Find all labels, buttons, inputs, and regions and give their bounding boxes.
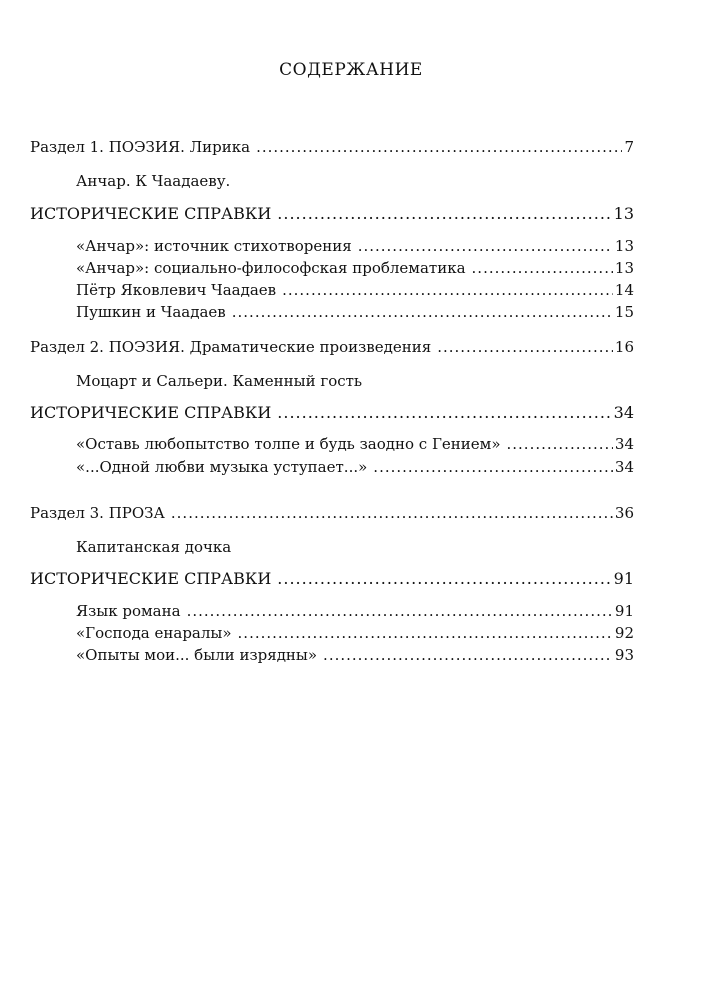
toc-entry-note — [76, 645, 634, 665]
toc-entry-notes-1 — [30, 204, 634, 224]
toc-entry-note — [76, 258, 634, 278]
toc-entry-note — [76, 457, 634, 477]
toc-entry-page: 13 — [614, 259, 634, 277]
toc-entry-notes-3 — [30, 569, 634, 589]
toc-entry-label: «Опыты мои... были изрядны» — [76, 646, 318, 664]
dot-leader — [187, 601, 613, 621]
toc-entry-page: 92 — [614, 624, 634, 642]
section-3-works: Капитанская дочка — [76, 538, 232, 556]
toc-entry-page: 93 — [614, 646, 634, 664]
toc-entry-label: Язык романа — [76, 602, 181, 620]
toc-entry-label: Раздел 1. ПОЭЗИЯ. Лирика — [30, 138, 251, 156]
dot-leader — [358, 236, 613, 256]
toc-entry-note — [76, 302, 634, 322]
dot-leader — [472, 258, 613, 278]
toc-entry-label: ИСТОРИЧЕСКИЕ СПРАВКИ — [30, 204, 272, 223]
toc-entry-note — [76, 280, 634, 300]
dot-leader — [277, 569, 611, 589]
dot-leader — [507, 434, 613, 454]
toc-entry-label: ИСТОРИЧЕСКИЕ СПРАВКИ — [30, 403, 272, 422]
dot-leader — [238, 623, 613, 643]
toc-entry-page: 15 — [614, 303, 634, 321]
toc-entry-notes-2 — [30, 403, 634, 423]
toc-entry-note — [76, 601, 634, 621]
dot-leader — [437, 337, 613, 357]
toc-entry-page: 13 — [613, 204, 634, 223]
toc-entry-label: «Анчар»: социально-философская проблематика — [76, 259, 466, 277]
toc-entry-note — [76, 236, 634, 256]
toc-entry-page: 34 — [614, 435, 634, 453]
toc-entry-page: 16 — [614, 338, 634, 356]
toc-entry-section-1 — [30, 137, 634, 157]
dot-leader — [373, 457, 613, 477]
toc-entry-label: Раздел 3. ПРОЗА — [30, 504, 165, 522]
dot-leader — [277, 204, 611, 224]
dot-leader — [256, 137, 622, 157]
toc-entry-label: ИСТОРИЧЕСКИЕ СПРАВКИ — [30, 569, 272, 588]
toc-entry-label: Раздел 2. ПОЭЗИЯ. Драматические произведения — [30, 338, 432, 356]
toc-entry-label: «...Одной любви музыка уступает...» — [76, 458, 368, 476]
section-2-works: Моцарт и Сальери. Каменный гость — [76, 372, 363, 390]
toc-entry-page: 13 — [614, 237, 634, 255]
toc-entry-label: «Оставь любопытство толпе и будь заодно с Гением» — [76, 435, 501, 453]
toc-entry-label: Пушкин и Чаадаев — [76, 303, 226, 321]
toc-entry-page: 14 — [614, 281, 634, 299]
toc-entry-note — [76, 623, 634, 643]
dot-leader — [277, 403, 611, 423]
dot-leader — [323, 645, 613, 665]
dot-leader — [171, 503, 613, 523]
toc-entry-page: 7 — [624, 138, 634, 156]
toc-entry-note — [76, 434, 634, 454]
toc-entry-label: Пётр Яковлевич Чаадаев — [76, 281, 277, 299]
toc-entry-section-2 — [30, 337, 634, 357]
section-1-works: Анчар. К Чаадаеву. — [76, 172, 231, 190]
page-title: СОДЕРЖАНИЕ — [279, 60, 423, 80]
toc-entry-page: 34 — [613, 403, 634, 422]
toc-entry-label: «Господа енаралы» — [76, 624, 232, 642]
dot-leader — [232, 302, 613, 322]
toc-entry-section-3 — [30, 503, 634, 523]
dot-leader — [282, 280, 613, 300]
toc-entry-label: «Анчар»: источник стихотворения — [76, 237, 352, 255]
toc-entry-page: 91 — [613, 569, 634, 588]
toc-entry-page: 34 — [614, 458, 634, 476]
toc-entry-page: 91 — [614, 602, 634, 620]
toc-entry-page: 36 — [614, 504, 634, 522]
